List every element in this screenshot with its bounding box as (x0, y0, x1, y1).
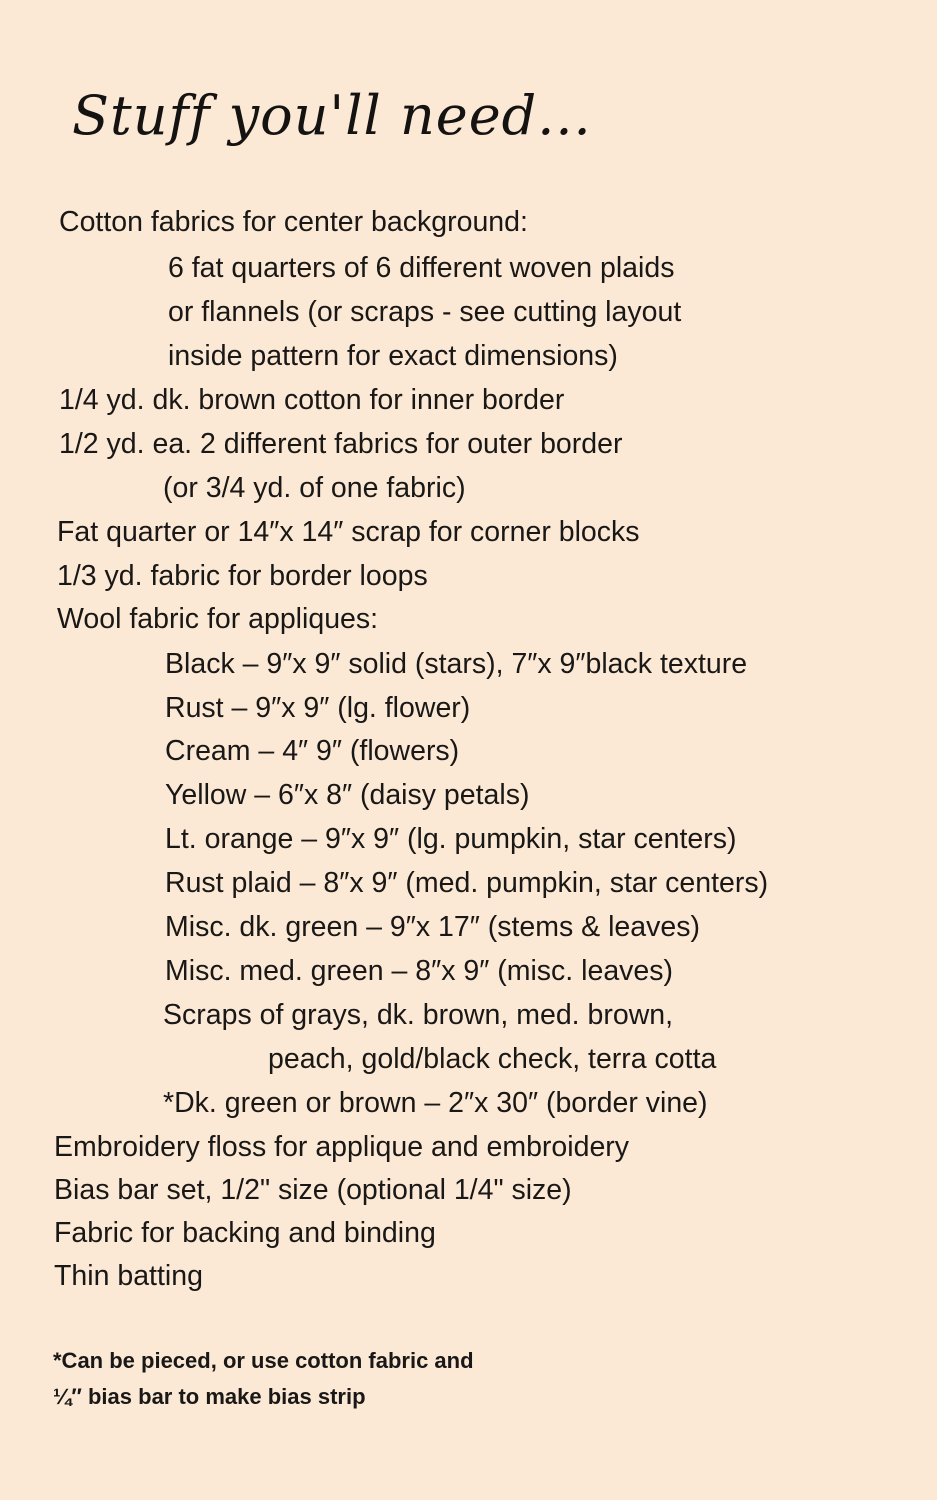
list-item: Rust – 9″x 9″ (lg. flower) (165, 692, 471, 724)
list-item: 1/2 yd. ea. 2 different fabrics for outer border (59, 428, 623, 460)
list-item: Rust plaid – 8″x 9″ (med. pumpkin, star centers) (165, 867, 769, 899)
list-item: Thin batting (54, 1260, 203, 1292)
list-item: Bias bar set, 1/2" size (optional 1/4" size) (54, 1174, 572, 1206)
list-item: 1/4 yd. dk. brown cotton for inner border (59, 384, 565, 416)
footnote-line: ¼″ bias bar to make bias strip (53, 1384, 366, 1409)
list-item: Misc. dk. green – 9″x 17″ (stems & leaves) (165, 911, 700, 943)
list-item: 6 fat quarters of 6 different woven plaids (168, 252, 675, 284)
list-item: Yellow – 6″x 8″ (daisy petals) (165, 779, 530, 811)
list-item: 1/3 yd. fabric for border loops (57, 560, 428, 592)
list-item: Fat quarter or 14″x 14″ scrap for corner blocks (57, 516, 640, 548)
list-item: Lt. orange – 9″x 9″ (lg. pumpkin, star centers) (165, 823, 737, 855)
footnote-line: *Can be pieced, or use cotton fabric and (53, 1348, 474, 1373)
list-item: Misc. med. green – 8″x 9″ (misc. leaves) (165, 955, 674, 987)
list-item: Fabric for backing and binding (54, 1217, 436, 1249)
list-item: Wool fabric for appliques: (57, 603, 379, 635)
list-item: Embroidery floss for applique and embroidery (54, 1131, 630, 1163)
list-item: (or 3/4 yd. of one fabric) (163, 472, 466, 504)
list-item: Scraps of grays, dk. brown, med. brown, (163, 999, 674, 1031)
page-title: Stuff you'll need... (72, 84, 592, 147)
list-item: Black – 9″x 9″ solid (stars), 7″x 9″black texture (165, 648, 748, 680)
list-item: Cotton fabrics for center background: (59, 206, 528, 238)
list-item: or flannels (or scraps - see cutting layout (168, 296, 682, 328)
list-item: peach, gold/black check, terra cotta (268, 1043, 717, 1075)
list-item: *Dk. green or brown – 2″x 30″ (border vine) (163, 1087, 708, 1119)
list-item: inside pattern for exact dimensions) (168, 340, 618, 372)
list-item: Cream – 4″ 9″ (flowers) (165, 735, 460, 767)
